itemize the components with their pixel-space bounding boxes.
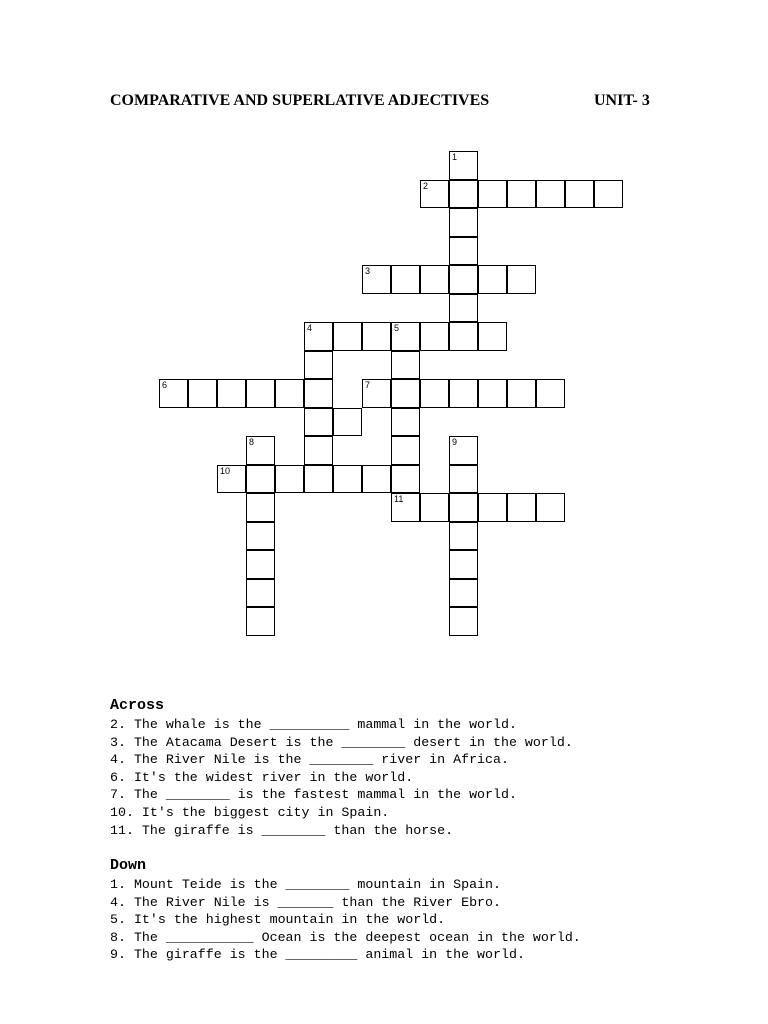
grid-cell	[333, 322, 362, 351]
clue-down-4: 4. The River Nile is _______ than the River Ebro.	[110, 894, 501, 910]
grid-cell	[420, 322, 449, 351]
grid-cell	[507, 180, 536, 209]
clue-number: 5	[394, 323, 400, 333]
grid-cell-11	[391, 493, 420, 522]
clue-number: 11	[394, 494, 404, 504]
grid-cell	[304, 408, 333, 437]
clue-number: 3	[365, 266, 371, 276]
grid-cell	[391, 436, 420, 465]
grid-cell	[478, 265, 507, 294]
grid-cell-1	[449, 151, 478, 180]
grid-cell	[420, 493, 449, 522]
grid-cell	[565, 180, 594, 209]
grid-cell	[449, 265, 478, 294]
grid-cell	[362, 465, 391, 494]
grid-cell	[391, 265, 420, 294]
grid-cell-6	[159, 379, 188, 408]
grid-cell	[449, 322, 478, 351]
across-heading: Across	[110, 697, 165, 714]
grid-cell	[478, 493, 507, 522]
grid-cell	[246, 550, 275, 579]
grid-cell	[449, 465, 478, 494]
grid-cell	[275, 379, 304, 408]
grid-cell-8	[246, 436, 275, 465]
grid-cell	[304, 379, 333, 408]
worksheet-title: COMPARATIVE AND SUPERLATIVE ADJECTIVES	[110, 92, 490, 109]
grid-cell	[449, 550, 478, 579]
grid-cell	[536, 180, 565, 209]
clue-down-8: 8. The ___________ Ocean is the deepest ocean in the world.	[110, 929, 581, 945]
clue-across-2: 2. The whale is the __________ mammal in the world.	[110, 717, 517, 732]
clue-number: 6	[162, 380, 168, 390]
grid-cell	[304, 351, 333, 380]
grid-cell	[449, 208, 478, 237]
grid-cell	[217, 379, 246, 408]
grid-cell	[420, 379, 449, 408]
grid-cell	[449, 180, 478, 209]
down-clue-list	[110, 876, 581, 964]
grid-cell	[246, 379, 275, 408]
grid-cell	[449, 237, 478, 266]
clue-across-7: 7. The ________ is the fastest mammal in the world.	[110, 787, 517, 803]
grid-cell	[246, 579, 275, 608]
grid-cell	[449, 579, 478, 608]
clue-down-1: 1. Mount Teide is the ________ mountain in Spain.	[110, 877, 501, 892]
grid-cell	[304, 465, 333, 494]
clue-down-9: 9. The giraffe is the _________ animal in the world.	[110, 947, 525, 963]
clue-number: 9	[452, 437, 458, 447]
clue-across-3: 3. The Atacama Desert is the ________ desert in the world.	[110, 734, 573, 750]
grid-cell	[391, 379, 420, 408]
grid-cell	[304, 436, 333, 465]
clue-number: 4	[307, 323, 313, 333]
grid-cell-2	[420, 180, 449, 209]
grid-cell	[449, 379, 478, 408]
grid-cell	[333, 408, 362, 437]
grid-cell	[478, 379, 507, 408]
grid-cell	[478, 180, 507, 209]
clue-number: 2	[423, 180, 429, 191]
clue-number: 8	[249, 437, 255, 447]
grid-cell	[507, 379, 536, 408]
clue-across-4: 4. The River Nile is the ________ river in Africa.	[110, 752, 509, 768]
grid-cell	[449, 294, 478, 323]
clue-across-11: 11. The giraffe is ________ than the horse.	[110, 822, 454, 838]
unit-label: UNIT- 3	[594, 92, 650, 109]
grid-cell	[333, 465, 362, 494]
grid-cell-4	[304, 322, 333, 351]
clue-down-5: 5. It's the highest mountain in the world.	[110, 912, 446, 928]
grid-cell	[449, 607, 478, 636]
grid-cell	[188, 379, 217, 408]
grid-cell-7	[362, 379, 391, 408]
grid-cell	[246, 493, 275, 522]
grid-cell	[594, 180, 623, 209]
grid-cell	[449, 522, 478, 551]
grid-cell	[391, 351, 420, 380]
grid-cell	[449, 493, 478, 522]
grid-cell	[246, 522, 275, 551]
clue-number: 10	[220, 465, 231, 476]
clue-number: 1	[452, 152, 458, 162]
grid-cell	[246, 465, 275, 494]
clue-across-10: 10. It's the biggest city in Spain.	[110, 804, 390, 820]
grid-cell	[536, 379, 565, 408]
grid-cell	[507, 265, 536, 294]
clue-number: 7	[365, 380, 371, 390]
grid-cell	[507, 493, 536, 522]
across-clues-section	[110, 697, 573, 839]
grid-cell	[391, 465, 420, 494]
down-heading: Down	[110, 857, 147, 874]
grid-cell-5	[391, 322, 420, 351]
grid-cell-3	[362, 265, 391, 294]
across-clue-list	[110, 716, 573, 839]
grid-cell	[420, 265, 449, 294]
grid-cell	[246, 607, 275, 636]
grid-cell	[275, 465, 304, 494]
clue-across-6: 6. It's the widest river in the world.	[110, 769, 414, 785]
grid-cell	[362, 322, 391, 351]
grid-cell-10	[217, 465, 246, 494]
down-clues-section	[110, 857, 581, 964]
grid-cell-9	[449, 436, 478, 465]
grid-cell	[391, 408, 420, 437]
grid-cell	[478, 322, 507, 351]
grid-cell	[536, 493, 565, 522]
